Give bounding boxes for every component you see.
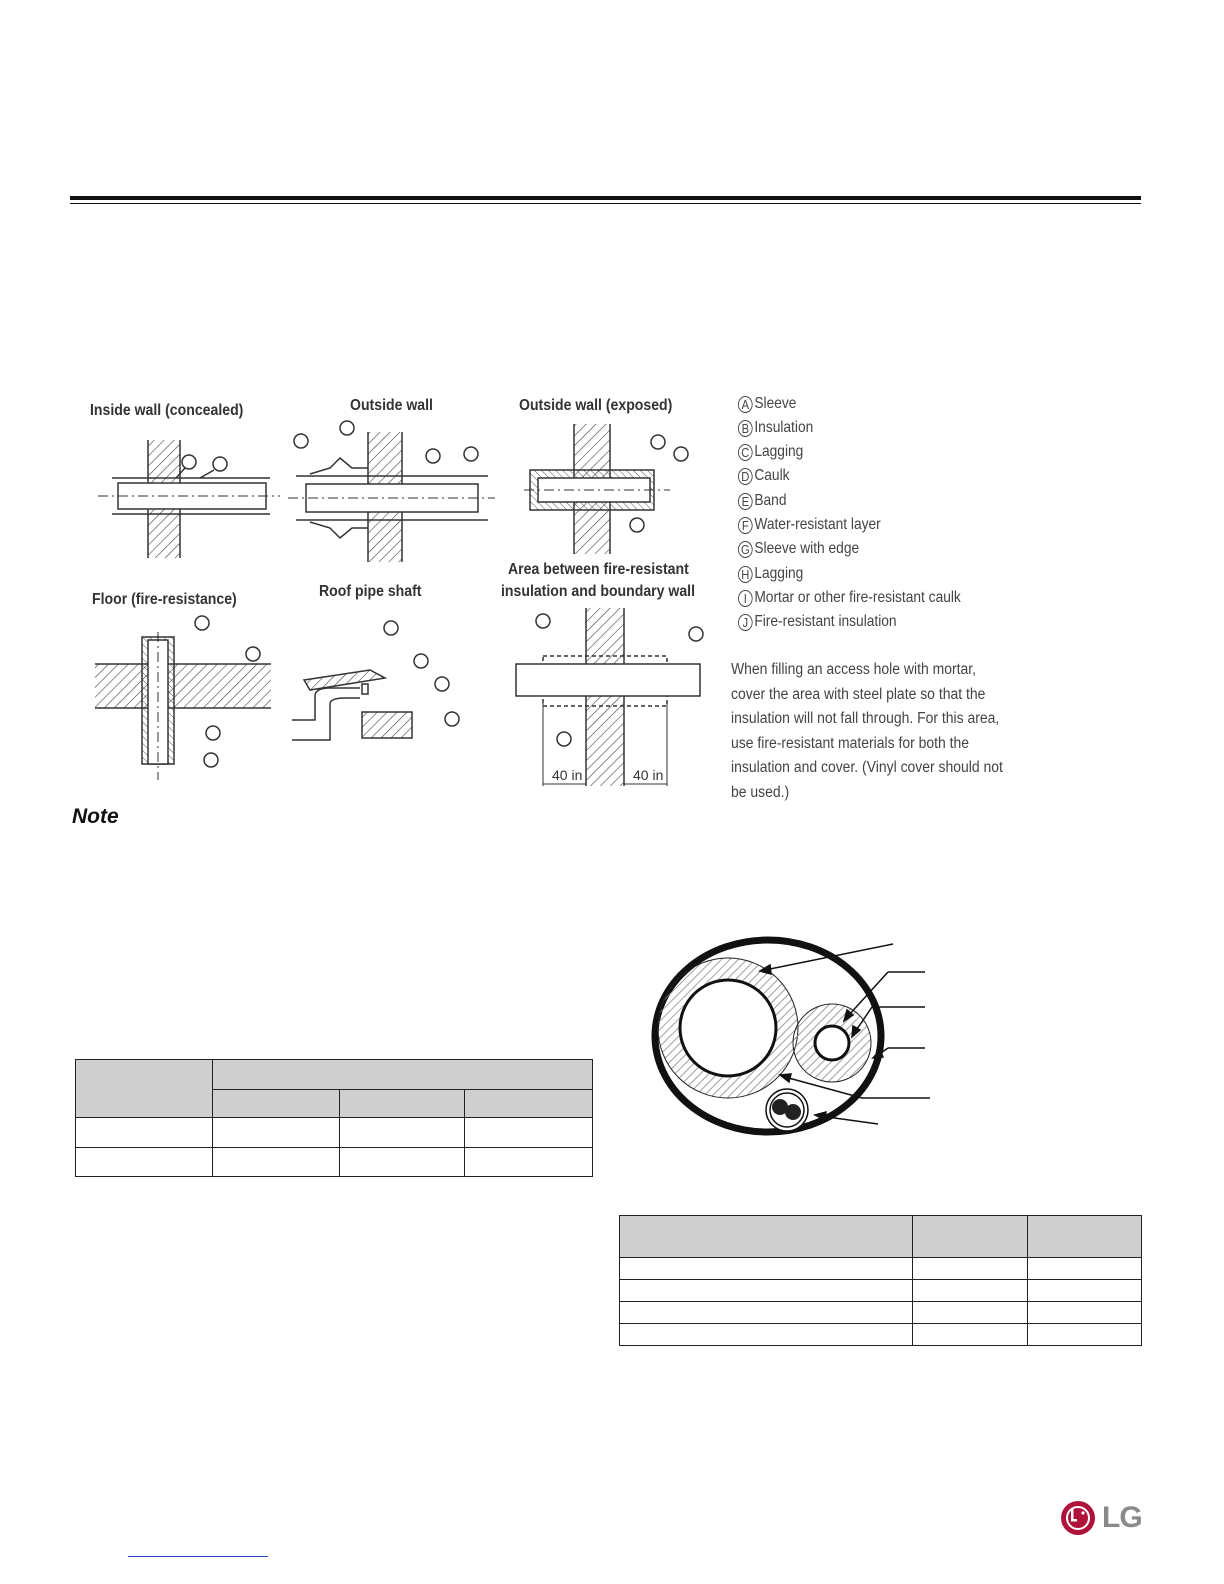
diagram-area-between [516,608,703,786]
legend-letter-icon: H [738,566,753,583]
legend-text: Insulation [754,419,814,436]
diagram-inside-wall [98,440,280,558]
table-header-cell [340,1090,465,1118]
legend-letter-icon: I [738,590,753,607]
title-outside-wall-exposed: Outside wall (exposed) [519,397,673,414]
legend-text: Lagging [754,565,804,582]
note-heading: Note [72,805,119,828]
legend-item [738,465,790,487]
table-row [620,1280,1142,1302]
legend-item [738,563,803,585]
legend-item [738,441,803,463]
legend-item [738,417,813,439]
diagram-roof [292,621,459,740]
title-roof: Roof pipe shaft [319,583,422,600]
legend-text: Sleeve with edge [754,540,860,557]
table-row [620,1302,1142,1324]
legend-letter-icon: J [738,614,753,631]
legend-letter-icon: E [738,493,753,510]
legend-letter-icon: A [738,396,753,413]
legend-text: Caulk [754,467,790,484]
legend-letter-icon: B [738,420,753,437]
pipe-bundle-cross-section [640,930,960,1145]
diagram-outside-wall [288,421,495,562]
lg-logo [1060,1500,1142,1536]
table-header-cell [620,1216,913,1258]
lg-face-icon [1060,1500,1096,1536]
legend-letter-icon: G [738,541,753,558]
legend-text: Sleeve [754,395,797,412]
legend-text: Fire-resistant insulation [754,613,897,630]
lg-wordmark: LG [1102,1501,1142,1534]
legend-item [738,514,881,536]
dimension-label-left: 40 in [552,767,583,783]
legend-text: Water-resistant layer [754,516,881,533]
legend-item [738,587,961,609]
title-floor: Floor (fire-resistance) [92,591,237,608]
legend-item [738,611,897,633]
legend-letter-icon: D [738,468,753,485]
mortar-note-text: When filling an access hole with mortar, cover the area with steel plate so that the insulation will not fall through. For this area, use fire-resistant materials for both the insulation and cover. (Vinyl cover should not be used.) [731,661,1003,801]
diagram-outside-wall-exposed [524,424,688,554]
table-header-cell [213,1090,340,1118]
legend-letter-icon: C [738,444,753,461]
left-table [75,1059,593,1177]
legend-item [738,490,786,512]
table-row [620,1258,1142,1280]
table-header-cell [913,1216,1028,1258]
legend-text: Band [754,492,787,509]
title-area-line1: Area between fire-resistant [508,561,689,578]
table-header-cell [465,1090,593,1118]
title-outside-wall: Outside wall [350,397,433,414]
table-header-cell [76,1060,213,1118]
table-row [76,1148,593,1177]
legend-text: Lagging [754,443,804,460]
legend-text: Mortar or other fire-resistant caulk [754,589,961,606]
table-row [620,1324,1142,1346]
right-table [619,1215,1142,1346]
title-area-line2: insulation and boundary wall [501,583,696,600]
table-header-cell [1028,1216,1142,1258]
footer-link-underline[interactable] [128,1556,268,1557]
table-row [76,1118,593,1148]
title-inside-wall: Inside wall (concealed) [90,402,244,419]
legend-letter-icon: F [738,517,753,534]
dimension-label-right: 40 in [633,767,664,783]
legend-item [738,538,859,560]
diagram-floor [95,616,271,780]
table-header-cell [213,1060,593,1090]
legend-item [738,393,796,415]
